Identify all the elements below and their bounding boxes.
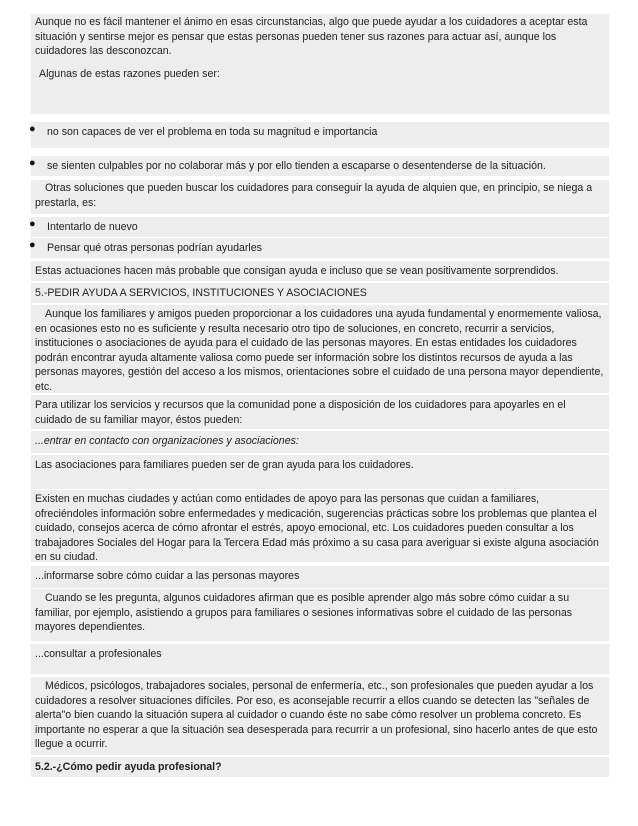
heading: 5.2.-¿Cómo pedir ayuda profesional? [35, 761, 222, 773]
section-heading [31, 757, 609, 777]
paragraph: Aunque no es fácil mantener el ánimo en esas circunstancias, algo que puede ayudar a los cuidadores a aceptar esta situación y sentirse mejor es pensar que estas personas pueden tener sus razones para actuar así, aunque los cuidadores las desconozcan. [35, 16, 588, 58]
text-block [31, 305, 609, 393]
list-item-text: Pensar qué otras personas podrían ayudarles [47, 242, 262, 254]
paragraph: ...informarse sobre cómo cuidar a las personas mayores [35, 570, 300, 582]
bullet-icon: ● [29, 123, 36, 135]
text-block [31, 566, 609, 588]
text-block [31, 490, 609, 562]
list-item-text: no son capaces de ver el problema en toda su magnitud e importancia [47, 126, 378, 138]
text-block [31, 395, 609, 429]
text-block [31, 180, 609, 214]
paragraph: Otras soluciones que pueden buscar los cuidadores para conseguir la ayuda de alquien que, en principio, se niega a prestarla, es: [35, 182, 593, 209]
text-block [31, 589, 609, 641]
paragraph: Existen en muchas ciudades y actúan como entidades de apoyo para las personas que cuidan a familiares, ofreciéndoles información sobre enfermedades y medicación, sugerencias prácticas sobre los problemas que plantea el cuidado, consejos acerca de cómo afrontar el estrés, apoyo emocional, etc. Los cuidadores pueden consultar a los trabajadores Sociales del Hogar para la Tercera Edad más próximo a su casa para averiguar si existe alguna asociación en su ciudad. [35, 493, 599, 564]
paragraph: Algunas de estas razones pueden ser: [39, 67, 220, 80]
bullet-icon: ● [29, 218, 36, 230]
paragraph: Estas actuaciones hacen más probable que consigan ayuda e incluso que se vean positivamente sorprendidos. [35, 265, 559, 277]
text-block [31, 644, 609, 674]
list-item [31, 122, 609, 148]
text-block [31, 431, 609, 453]
text-block [31, 261, 609, 281]
list-item [31, 238, 609, 258]
text-block [31, 677, 609, 755]
paragraph: ...consultar a profesionales [35, 648, 162, 660]
text-block [31, 455, 609, 489]
section-heading [31, 283, 609, 303]
bullet-icon: ● [29, 157, 36, 169]
paragraph: Aunque los familiares y amigos pueden proporcionar a los cuidadores una ayuda fundamental y enormemente valiosa, en ocasiones esto no es suficiente y resulta necesario otro tipo de soluciones, en concreto, recurrir a servicios, instituciones o asociaciones de ayuda para el cuidado de las personas mayores. En estas entidades los cuidadores podrán encontrar ayuda altamente valiosa como puede ser información sobre los distintos recursos de ayuda a las personas mayores, gestión del acceso a los mismos, orientaciones sobre el cuidado de una persona mayor dependiente, etc. [35, 308, 604, 393]
paragraph: ...entrar en contacto con organizaciones y asociaciones: [35, 435, 299, 447]
paragraph: Médicos, psicólogos, trabajadores sociales, personal de enfermería, etc., son profesionales que pueden ayudar a los cuidadores a resolver situaciones difíciles. Por eso, es aconsejable recurrir a ellos cuando se detecten las "señales de alerta"o bien cuando la situación supera al cuidador o cuando éste no sabe cómo resolver un problema concreto. Es importante no esperar a que la situación sea desesperada para recurrir a un profesional, sino hacerlo antes de que esto llegue a ocurrir. [35, 680, 598, 751]
list-item-text: Intentarlo de nuevo [47, 221, 138, 233]
list-item-text: se sienten culpables por no colaborar más y por ello tienden a escaparse o desentenderse de la situación. [47, 160, 546, 172]
paragraph: Para utilizar los servicios y recursos que la comunidad pone a disposición de los cuidadores para apoyarles en el cuidado de su familiar mayor, éstos pueden: [35, 399, 566, 426]
paragraph: Cuando se les pregunta, algunos cuidadores afirman que es posible aprender algo más sobre cómo cuidar a su familiar, por ejemplo, asistiendo a grupos para familiares o sesiones informativas sobre el cuidado de las personas mayores dependientes. [35, 592, 573, 634]
list-item [31, 156, 609, 176]
heading: 5.-PEDIR AYUDA A SERVICIOS, INSTITUCIONES Y ASOCIACIONES [35, 287, 367, 299]
bullet-icon: ● [29, 239, 36, 251]
paragraph: Las asociaciones para familiares pueden ser de gran ayuda para los cuidadores. [35, 459, 414, 471]
list-item [31, 217, 609, 237]
text-block [31, 14, 609, 114]
